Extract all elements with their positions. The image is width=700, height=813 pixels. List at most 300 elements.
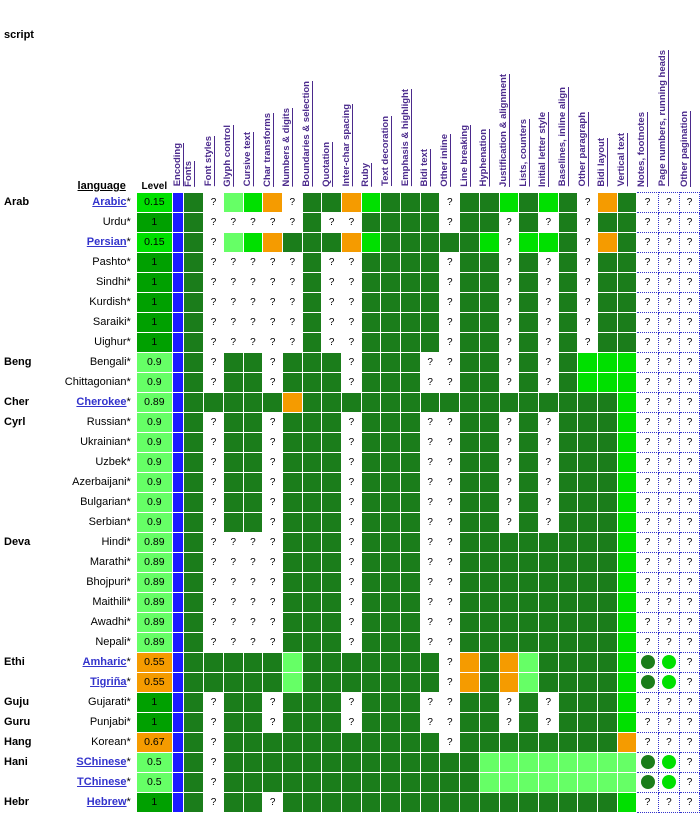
status-cell[interactable]	[282, 252, 302, 272]
language-name[interactable]	[50, 672, 136, 692]
language-name[interactable]	[50, 752, 136, 772]
status-cell[interactable]	[282, 352, 302, 372]
status-cell[interactable]	[538, 412, 558, 432]
status-cell[interactable]	[243, 452, 263, 472]
status-cell[interactable]	[637, 292, 658, 312]
status-cell[interactable]	[578, 492, 598, 512]
status-cell[interactable]	[460, 652, 480, 672]
status-cell[interactable]	[440, 572, 460, 592]
status-cell[interactable]	[479, 332, 499, 352]
status-cell[interactable]	[302, 792, 322, 812]
status-cell[interactable]	[282, 272, 302, 292]
status-cell[interactable]	[420, 512, 440, 532]
status-cell[interactable]	[519, 192, 539, 212]
status-cell[interactable]	[538, 712, 558, 732]
status-cell[interactable]	[322, 392, 342, 412]
status-cell[interactable]	[223, 312, 243, 332]
status-cell[interactable]	[479, 452, 499, 472]
status-cell[interactable]	[223, 432, 243, 452]
status-cell[interactable]	[243, 752, 263, 772]
status-cell[interactable]	[302, 572, 322, 592]
status-cell[interactable]	[538, 432, 558, 452]
status-cell[interactable]	[680, 532, 700, 552]
status-cell[interactable]	[184, 392, 204, 412]
status-cell[interactable]	[381, 652, 401, 672]
status-cell[interactable]	[637, 332, 658, 352]
status-cell[interactable]	[538, 252, 558, 272]
status-cell[interactable]	[479, 732, 499, 752]
status-cell[interactable]	[282, 332, 302, 352]
column-header-initial-letter-style[interactable]	[538, 41, 558, 192]
status-cell[interactable]	[184, 752, 204, 772]
status-cell[interactable]	[342, 252, 362, 272]
status-cell[interactable]	[282, 692, 302, 712]
status-cell[interactable]	[558, 372, 578, 392]
status-cell[interactable]	[637, 452, 658, 472]
status-cell[interactable]	[302, 532, 322, 552]
status-cell[interactable]	[204, 612, 224, 632]
status-cell[interactable]	[223, 352, 243, 372]
status-cell[interactable]	[519, 732, 539, 752]
status-cell[interactable]	[658, 712, 679, 732]
status-cell[interactable]	[680, 272, 700, 292]
status-cell[interactable]	[558, 252, 578, 272]
status-cell[interactable]	[282, 512, 302, 532]
status-cell[interactable]	[558, 552, 578, 572]
status-cell[interactable]	[420, 392, 440, 412]
column-header-lists-counters[interactable]	[519, 41, 539, 192]
status-cell[interactable]	[361, 552, 381, 572]
status-cell[interactable]	[263, 512, 283, 532]
status-cell[interactable]	[538, 232, 558, 252]
status-cell[interactable]	[263, 252, 283, 272]
status-cell[interactable]	[381, 592, 401, 612]
status-cell[interactable]	[578, 512, 598, 532]
status-cell[interactable]	[263, 332, 283, 352]
status-cell[interactable]	[420, 312, 440, 332]
status-cell[interactable]	[519, 552, 539, 572]
status-cell[interactable]	[223, 272, 243, 292]
status-cell[interactable]	[479, 432, 499, 452]
status-cell[interactable]	[499, 332, 519, 352]
status-cell[interactable]	[204, 732, 224, 752]
status-cell[interactable]	[302, 352, 322, 372]
status-cell[interactable]	[637, 392, 658, 412]
status-cell[interactable]	[184, 232, 204, 252]
status-cell[interactable]	[578, 372, 598, 392]
status-cell[interactable]	[223, 232, 243, 252]
status-cell[interactable]	[223, 712, 243, 732]
status-cell[interactable]	[263, 652, 283, 672]
status-cell[interactable]	[617, 492, 637, 512]
status-cell[interactable]	[617, 772, 637, 792]
status-cell[interactable]	[401, 472, 421, 492]
status-cell[interactable]	[263, 672, 283, 692]
status-cell[interactable]	[440, 252, 460, 272]
status-cell[interactable]	[381, 612, 401, 632]
status-cell[interactable]	[204, 772, 224, 792]
status-cell[interactable]	[460, 332, 480, 352]
status-cell[interactable]	[204, 492, 224, 512]
status-cell[interactable]	[342, 292, 362, 312]
status-cell[interactable]	[637, 752, 658, 772]
status-cell[interactable]	[204, 212, 224, 232]
status-cell[interactable]	[223, 452, 243, 472]
status-cell[interactable]	[223, 252, 243, 272]
status-cell[interactable]	[322, 232, 342, 252]
status-cell[interactable]	[342, 232, 362, 252]
status-cell[interactable]	[381, 732, 401, 752]
status-cell[interactable]	[578, 752, 598, 772]
status-cell[interactable]	[637, 592, 658, 612]
status-cell[interactable]	[381, 232, 401, 252]
status-cell[interactable]	[519, 592, 539, 612]
status-cell[interactable]	[637, 772, 658, 792]
status-cell[interactable]	[658, 232, 679, 252]
status-cell[interactable]	[440, 752, 460, 772]
status-cell[interactable]	[578, 672, 598, 692]
status-cell[interactable]	[617, 212, 637, 232]
status-cell[interactable]	[204, 552, 224, 572]
status-cell[interactable]	[519, 312, 539, 332]
status-cell[interactable]	[499, 772, 519, 792]
status-cell[interactable]	[578, 252, 598, 272]
status-cell[interactable]	[401, 492, 421, 512]
status-cell[interactable]	[558, 592, 578, 612]
status-cell[interactable]	[243, 292, 263, 312]
status-cell[interactable]	[578, 792, 598, 812]
status-cell[interactable]	[597, 252, 617, 272]
status-cell[interactable]	[558, 712, 578, 732]
language-name[interactable]	[50, 652, 136, 672]
status-cell[interactable]	[658, 412, 679, 432]
status-cell[interactable]	[519, 752, 539, 772]
status-cell[interactable]	[680, 332, 700, 352]
status-cell[interactable]	[499, 292, 519, 312]
status-cell[interactable]	[499, 372, 519, 392]
status-cell[interactable]	[637, 792, 658, 812]
status-cell[interactable]	[499, 632, 519, 652]
status-cell[interactable]	[597, 392, 617, 412]
status-cell[interactable]	[460, 632, 480, 652]
status-cell[interactable]	[637, 652, 658, 672]
status-cell[interactable]	[184, 792, 204, 812]
status-cell[interactable]	[361, 212, 381, 232]
status-cell[interactable]	[479, 272, 499, 292]
status-cell[interactable]	[597, 352, 617, 372]
status-cell[interactable]	[637, 352, 658, 372]
status-cell[interactable]	[680, 572, 700, 592]
status-cell[interactable]	[204, 232, 224, 252]
status-cell[interactable]	[223, 412, 243, 432]
status-cell[interactable]	[243, 392, 263, 412]
status-cell[interactable]	[658, 692, 679, 712]
status-cell[interactable]	[499, 452, 519, 472]
status-cell[interactable]	[381, 552, 401, 572]
status-cell[interactable]	[680, 652, 700, 672]
status-cell[interactable]	[597, 572, 617, 592]
status-cell[interactable]	[302, 592, 322, 612]
status-cell[interactable]	[282, 372, 302, 392]
status-cell[interactable]	[538, 792, 558, 812]
status-cell[interactable]	[479, 652, 499, 672]
status-cell[interactable]	[184, 632, 204, 652]
column-header-vertical-text[interactable]	[617, 41, 637, 192]
status-cell[interactable]	[479, 612, 499, 632]
status-cell[interactable]	[558, 732, 578, 752]
status-cell[interactable]	[680, 352, 700, 372]
status-cell[interactable]	[479, 372, 499, 392]
status-cell[interactable]	[680, 212, 700, 232]
status-cell[interactable]	[342, 392, 362, 412]
status-cell[interactable]	[302, 512, 322, 532]
status-cell[interactable]	[263, 352, 283, 372]
status-cell[interactable]	[680, 372, 700, 392]
status-cell[interactable]	[558, 652, 578, 672]
status-cell[interactable]	[479, 312, 499, 332]
status-cell[interactable]	[204, 372, 224, 392]
status-cell[interactable]	[538, 632, 558, 652]
status-cell[interactable]	[342, 632, 362, 652]
status-cell[interactable]	[243, 632, 263, 652]
status-cell[interactable]	[302, 452, 322, 472]
status-cell[interactable]	[204, 592, 224, 612]
status-cell[interactable]	[538, 692, 558, 712]
status-cell[interactable]	[401, 592, 421, 612]
status-cell[interactable]	[637, 712, 658, 732]
status-cell[interactable]	[658, 632, 679, 652]
status-cell[interactable]	[617, 292, 637, 312]
status-cell[interactable]	[617, 412, 637, 432]
status-cell[interactable]	[658, 452, 679, 472]
status-cell[interactable]	[381, 712, 401, 732]
status-cell[interactable]	[617, 312, 637, 332]
status-cell[interactable]	[204, 272, 224, 292]
status-cell[interactable]	[637, 732, 658, 752]
status-cell[interactable]	[322, 412, 342, 432]
status-cell[interactable]	[381, 372, 401, 392]
status-cell[interactable]	[223, 632, 243, 652]
status-cell[interactable]	[680, 192, 700, 212]
status-cell[interactable]	[322, 332, 342, 352]
status-cell[interactable]	[499, 692, 519, 712]
status-cell[interactable]	[302, 712, 322, 732]
status-cell[interactable]	[519, 292, 539, 312]
status-cell[interactable]	[223, 652, 243, 672]
status-cell[interactable]	[440, 532, 460, 552]
status-cell[interactable]	[204, 792, 224, 812]
status-cell[interactable]	[420, 252, 440, 272]
status-cell[interactable]	[597, 652, 617, 672]
status-cell[interactable]	[460, 232, 480, 252]
status-cell[interactable]	[538, 512, 558, 532]
status-cell[interactable]	[322, 792, 342, 812]
status-cell[interactable]	[184, 432, 204, 452]
status-cell[interactable]	[597, 312, 617, 332]
status-cell[interactable]	[223, 672, 243, 692]
status-cell[interactable]	[680, 492, 700, 512]
status-cell[interactable]	[499, 532, 519, 552]
status-cell[interactable]	[282, 392, 302, 412]
column-header-bidi-text[interactable]	[420, 41, 440, 192]
status-cell[interactable]	[401, 232, 421, 252]
status-cell[interactable]	[381, 352, 401, 372]
status-cell[interactable]	[617, 432, 637, 452]
status-cell[interactable]	[597, 472, 617, 492]
status-cell[interactable]	[558, 272, 578, 292]
status-cell[interactable]	[401, 272, 421, 292]
status-cell[interactable]	[401, 712, 421, 732]
status-cell[interactable]	[617, 572, 637, 592]
status-cell[interactable]	[680, 472, 700, 492]
status-cell[interactable]	[204, 672, 224, 692]
status-cell[interactable]	[401, 452, 421, 472]
status-cell[interactable]	[519, 372, 539, 392]
column-header-emphasis-highlight[interactable]	[401, 41, 421, 192]
status-cell[interactable]	[460, 772, 480, 792]
status-cell[interactable]	[420, 592, 440, 612]
status-cell[interactable]	[597, 532, 617, 552]
status-cell[interactable]	[401, 512, 421, 532]
status-cell[interactable]	[401, 612, 421, 632]
status-cell[interactable]	[637, 532, 658, 552]
status-cell[interactable]	[243, 472, 263, 492]
status-cell[interactable]	[282, 492, 302, 512]
status-cell[interactable]	[302, 192, 322, 212]
status-cell[interactable]	[361, 412, 381, 432]
status-cell[interactable]	[578, 592, 598, 612]
status-cell[interactable]	[361, 272, 381, 292]
status-cell[interactable]	[184, 252, 204, 272]
status-cell[interactable]	[597, 372, 617, 392]
status-cell[interactable]	[302, 472, 322, 492]
status-cell[interactable]	[499, 752, 519, 772]
status-cell[interactable]	[617, 272, 637, 292]
status-cell[interactable]	[479, 532, 499, 552]
status-cell[interactable]	[499, 192, 519, 212]
status-cell[interactable]	[282, 292, 302, 312]
status-cell[interactable]	[204, 692, 224, 712]
status-cell[interactable]	[342, 312, 362, 332]
status-cell[interactable]	[204, 712, 224, 732]
status-cell[interactable]	[184, 712, 204, 732]
status-cell[interactable]	[558, 472, 578, 492]
status-cell[interactable]	[538, 732, 558, 752]
status-cell[interactable]	[519, 412, 539, 432]
status-cell[interactable]	[680, 612, 700, 632]
status-cell[interactable]	[538, 772, 558, 792]
status-cell[interactable]	[342, 692, 362, 712]
status-cell[interactable]	[617, 612, 637, 632]
status-cell[interactable]	[204, 452, 224, 472]
status-cell[interactable]	[223, 792, 243, 812]
status-cell[interactable]	[184, 572, 204, 592]
status-cell[interactable]	[637, 272, 658, 292]
status-cell[interactable]	[184, 472, 204, 492]
status-cell[interactable]	[460, 372, 480, 392]
status-cell[interactable]	[381, 492, 401, 512]
status-cell[interactable]	[263, 772, 283, 792]
status-cell[interactable]	[558, 352, 578, 372]
status-cell[interactable]	[420, 572, 440, 592]
status-cell[interactable]	[381, 192, 401, 212]
status-cell[interactable]	[243, 192, 263, 212]
status-cell[interactable]	[558, 532, 578, 552]
status-cell[interactable]	[361, 432, 381, 452]
status-cell[interactable]	[243, 492, 263, 512]
status-cell[interactable]	[519, 652, 539, 672]
status-cell[interactable]	[263, 432, 283, 452]
status-cell[interactable]	[519, 712, 539, 732]
status-cell[interactable]	[381, 792, 401, 812]
status-cell[interactable]	[263, 412, 283, 432]
status-cell[interactable]	[637, 372, 658, 392]
status-cell[interactable]	[243, 552, 263, 572]
status-cell[interactable]	[519, 232, 539, 252]
status-cell[interactable]	[519, 572, 539, 592]
status-cell[interactable]	[342, 612, 362, 632]
status-cell[interactable]	[282, 412, 302, 432]
status-cell[interactable]	[558, 412, 578, 432]
status-cell[interactable]	[381, 412, 401, 432]
status-cell[interactable]	[243, 272, 263, 292]
status-cell[interactable]	[420, 292, 440, 312]
status-cell[interactable]	[519, 472, 539, 492]
status-cell[interactable]	[263, 572, 283, 592]
column-header-text-decoration[interactable]	[381, 41, 401, 192]
status-cell[interactable]	[680, 252, 700, 272]
status-cell[interactable]	[440, 652, 460, 672]
status-cell[interactable]	[401, 732, 421, 752]
status-cell[interactable]	[243, 732, 263, 752]
status-cell[interactable]	[597, 772, 617, 792]
status-cell[interactable]	[204, 432, 224, 452]
status-cell[interactable]	[243, 532, 263, 552]
status-cell[interactable]	[519, 252, 539, 272]
status-cell[interactable]	[578, 392, 598, 412]
column-header-other-paragraph[interactable]	[578, 41, 598, 192]
status-cell[interactable]	[420, 352, 440, 372]
status-cell[interactable]	[658, 772, 679, 792]
status-cell[interactable]	[342, 792, 362, 812]
status-cell[interactable]	[342, 432, 362, 452]
status-cell[interactable]	[637, 552, 658, 572]
status-cell[interactable]	[204, 312, 224, 332]
status-cell[interactable]	[420, 372, 440, 392]
status-cell[interactable]	[342, 572, 362, 592]
status-cell[interactable]	[658, 212, 679, 232]
status-cell[interactable]	[420, 412, 440, 432]
status-cell[interactable]	[538, 212, 558, 232]
status-cell[interactable]	[282, 212, 302, 232]
status-cell[interactable]	[302, 752, 322, 772]
status-cell[interactable]	[322, 432, 342, 452]
status-cell[interactable]	[263, 632, 283, 652]
status-cell[interactable]	[342, 272, 362, 292]
status-cell[interactable]	[322, 192, 342, 212]
status-cell[interactable]	[263, 452, 283, 472]
status-cell[interactable]	[361, 792, 381, 812]
status-cell[interactable]	[361, 612, 381, 632]
status-cell[interactable]	[184, 652, 204, 672]
status-cell[interactable]	[558, 452, 578, 472]
status-cell[interactable]	[401, 332, 421, 352]
status-cell[interactable]	[499, 592, 519, 612]
status-cell[interactable]	[479, 772, 499, 792]
status-cell[interactable]	[440, 692, 460, 712]
status-cell[interactable]	[184, 212, 204, 232]
status-cell[interactable]	[263, 472, 283, 492]
